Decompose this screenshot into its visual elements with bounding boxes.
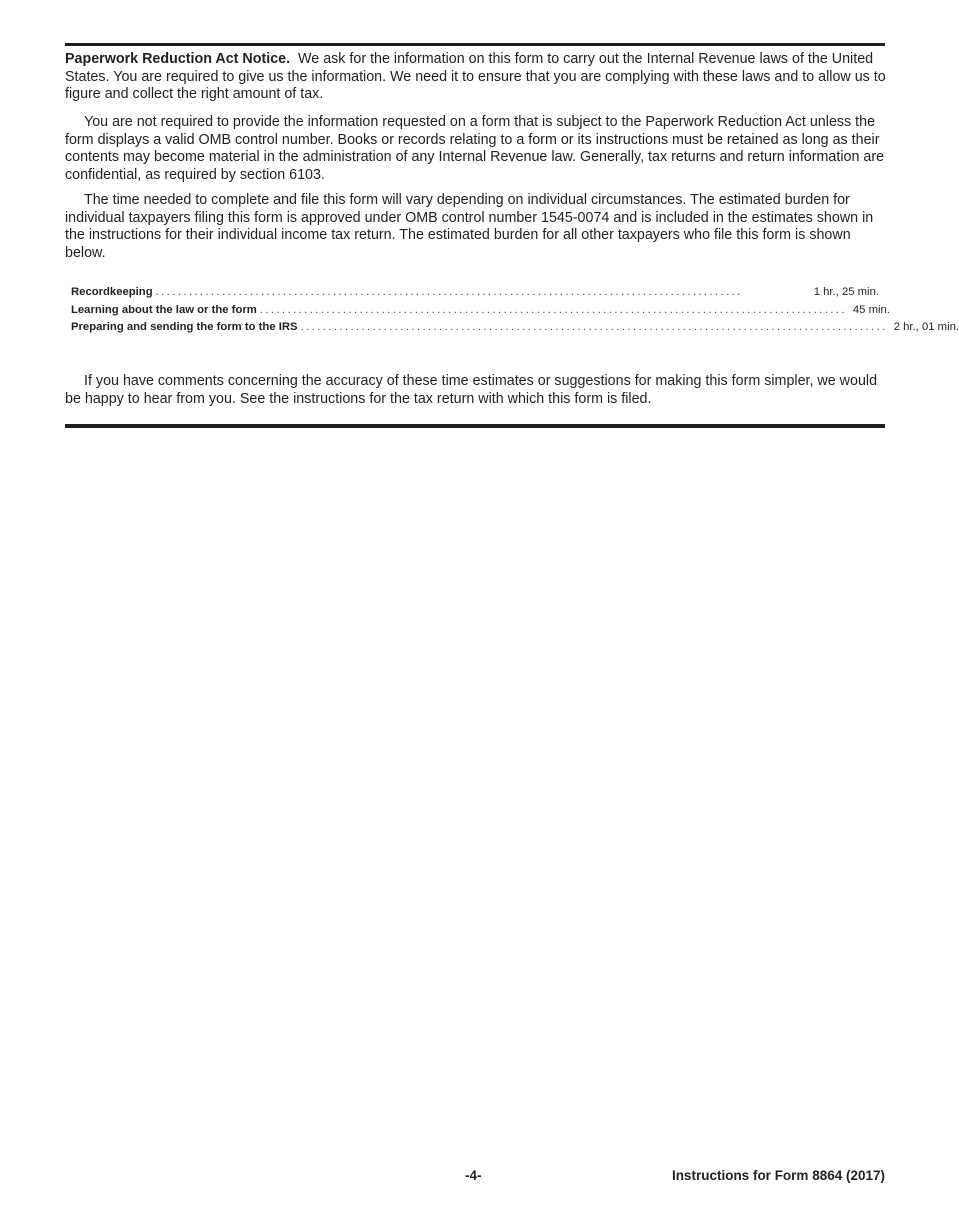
burden-row-preparing [71, 319, 959, 337]
notice-intro: We ask for the information on this form to carry out the Internal Revenue laws of the United States. You are required to give us the information. We need it to ensure that you are complying with these laws and to allow us to figure and collect the right amount of tax. [65, 51, 890, 102]
notice-paragraph-3: The time needed to complete and file this form will vary depending on individual circumstances. The estimated burden for individual taxpayers filing this form is approved under OMB control number 1545-0074 and is included in the estimates shown in the instructions for their individual income tax return. The estimated burden for all other taxpayers who file this form is shown below. [65, 192, 874, 261]
document-title: Instructions for Form 8864 (2017) [671, 1168, 885, 1183]
page-number: -4- [465, 1168, 482, 1183]
burden-table [71, 284, 959, 337]
notice-heading: Paperwork Reduction Act Notice. [65, 51, 291, 67]
notice-paragraph-2: You are not required to provide the information requested on a form that is subject to the Paperwork Reduction Act unless the form displays a valid OMB control number. Books or records relating to a form or its instructions must be retained as long as their contents may become material in the administration of any Internal Revenue law. Generally, tax returns and return information are confidential, as required by section 6103. [65, 114, 885, 183]
burden-label: Recordkeeping [71, 286, 153, 298]
burden-label: Preparing and sending the form to the IRS [71, 321, 298, 334]
burden-row-recordkeeping [71, 284, 879, 302]
top-rule [65, 43, 885, 46]
notice-paragraph-4: If you have comments concerning the accuracy of these time estimates or suggestions for making this form simpler, we would be happy to hear from you. See the instructions for the tax return with which this form is filed. [65, 373, 878, 407]
burden-value: 1 hr., 25 min. [813, 286, 879, 298]
burden-value: 45 min. [852, 303, 890, 316]
dot-leader: .......................................................................................................... [259, 303, 847, 316]
bottom-rule [65, 424, 885, 428]
burden-value: 2 hr., 01 min. [893, 321, 959, 334]
dot-leader: .......................................................................................................... [155, 286, 743, 298]
burden-label: Learning about the law or the form [71, 303, 257, 316]
dot-leader: .......................................................................................................... [300, 321, 888, 334]
notice-paragraph-1 [65, 51, 890, 104]
burden-row-learning [71, 302, 890, 320]
